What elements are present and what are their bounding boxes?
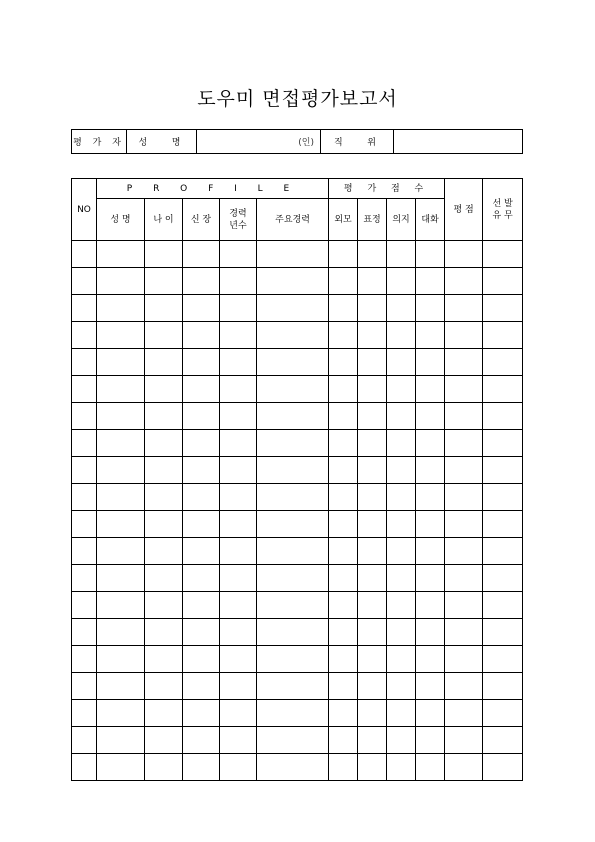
career-years-cell[interactable] <box>220 457 257 484</box>
main-career-header: 주요경력 <box>257 199 329 241</box>
total-cell[interactable] <box>445 295 483 322</box>
conversation-cell[interactable] <box>416 457 445 484</box>
appearance-cell[interactable] <box>329 700 358 727</box>
expression-cell[interactable] <box>358 754 387 781</box>
main-career-cell[interactable] <box>257 727 329 754</box>
total-cell[interactable] <box>445 727 483 754</box>
conversation-cell[interactable] <box>416 538 445 565</box>
career-years-cell[interactable] <box>220 646 257 673</box>
appearance-cell[interactable] <box>329 376 358 403</box>
height-cell[interactable] <box>183 538 220 565</box>
appearance-cell[interactable] <box>329 511 358 538</box>
total-cell[interactable] <box>445 538 483 565</box>
select-cell[interactable] <box>483 727 523 754</box>
age-cell[interactable] <box>145 619 183 646</box>
select-cell[interactable] <box>483 484 523 511</box>
height-cell[interactable] <box>183 700 220 727</box>
no-cell[interactable] <box>72 592 97 619</box>
name-cell[interactable] <box>97 538 145 565</box>
height-cell[interactable] <box>183 592 220 619</box>
age-cell[interactable] <box>145 376 183 403</box>
conversation-cell[interactable] <box>416 268 445 295</box>
no-cell[interactable] <box>72 565 97 592</box>
height-cell[interactable] <box>183 322 220 349</box>
name-cell[interactable] <box>97 241 145 268</box>
total-cell[interactable] <box>445 349 483 376</box>
conversation-cell[interactable] <box>416 403 445 430</box>
will-cell[interactable] <box>387 646 416 673</box>
career-years-cell[interactable] <box>220 754 257 781</box>
main-career-cell[interactable] <box>257 430 329 457</box>
no-cell[interactable] <box>72 646 97 673</box>
conversation-cell[interactable] <box>416 592 445 619</box>
name-cell[interactable] <box>97 673 145 700</box>
height-cell[interactable] <box>183 268 220 295</box>
table-row <box>72 592 523 619</box>
expression-cell[interactable] <box>358 538 387 565</box>
age-cell[interactable] <box>145 565 183 592</box>
total-cell[interactable] <box>445 565 483 592</box>
appearance-cell[interactable] <box>329 646 358 673</box>
will-cell[interactable] <box>387 700 416 727</box>
name-cell[interactable] <box>97 727 145 754</box>
main-career-cell[interactable] <box>257 754 329 781</box>
conversation-header: 대화 <box>416 199 445 241</box>
name-cell[interactable] <box>97 457 145 484</box>
no-cell[interactable] <box>72 538 97 565</box>
main-career-cell[interactable] <box>257 646 329 673</box>
table-row <box>72 295 523 322</box>
age-cell[interactable] <box>145 457 183 484</box>
age-cell[interactable] <box>145 754 183 781</box>
table-row <box>72 376 523 403</box>
select-cell[interactable] <box>483 619 523 646</box>
name-cell[interactable] <box>97 619 145 646</box>
table-row <box>72 430 523 457</box>
expression-cell[interactable] <box>358 457 387 484</box>
expression-cell[interactable] <box>358 511 387 538</box>
select-cell[interactable] <box>483 538 523 565</box>
table-row <box>72 727 523 754</box>
height-header: 신 장 <box>183 199 220 241</box>
total-cell[interactable] <box>445 673 483 700</box>
will-cell[interactable] <box>387 430 416 457</box>
select-cell[interactable] <box>483 430 523 457</box>
conversation-cell[interactable] <box>416 511 445 538</box>
no-cell[interactable] <box>72 700 97 727</box>
main-career-cell[interactable] <box>257 403 329 430</box>
career-years-line1: 경력 <box>229 208 247 219</box>
will-cell[interactable] <box>387 241 416 268</box>
total-cell[interactable] <box>445 754 483 781</box>
career-years-cell[interactable] <box>220 727 257 754</box>
name-cell[interactable] <box>97 511 145 538</box>
age-cell[interactable] <box>145 700 183 727</box>
total-cell[interactable] <box>445 268 483 295</box>
name-cell[interactable] <box>97 376 145 403</box>
name-cell[interactable] <box>97 403 145 430</box>
total-cell[interactable] <box>445 403 483 430</box>
total-cell[interactable] <box>445 511 483 538</box>
table-row <box>72 673 523 700</box>
select-cell[interactable] <box>483 403 523 430</box>
no-cell[interactable] <box>72 430 97 457</box>
total-cell[interactable] <box>445 241 483 268</box>
table-body <box>72 241 523 781</box>
table-row <box>72 403 523 430</box>
will-cell[interactable] <box>387 403 416 430</box>
table-row <box>72 457 523 484</box>
select-cell[interactable] <box>483 646 523 673</box>
conversation-cell[interactable] <box>416 484 445 511</box>
will-cell[interactable] <box>387 511 416 538</box>
will-cell[interactable] <box>387 592 416 619</box>
expression-cell[interactable] <box>358 727 387 754</box>
select-cell[interactable] <box>483 295 523 322</box>
name-cell[interactable] <box>97 295 145 322</box>
conversation-cell[interactable] <box>416 295 445 322</box>
appearance-cell[interactable] <box>329 457 358 484</box>
select-cell[interactable] <box>483 673 523 700</box>
will-cell[interactable] <box>387 322 416 349</box>
career-years-cell[interactable] <box>220 430 257 457</box>
table-row <box>72 322 523 349</box>
select-header-line2: 유 무 <box>492 210 513 221</box>
career-years-cell[interactable] <box>220 376 257 403</box>
appearance-cell[interactable] <box>329 565 358 592</box>
no-cell[interactable] <box>72 673 97 700</box>
career-years-cell[interactable] <box>220 322 257 349</box>
table-row <box>72 565 523 592</box>
appearance-cell[interactable] <box>329 268 358 295</box>
no-cell[interactable] <box>72 403 97 430</box>
name-cell[interactable] <box>97 322 145 349</box>
expression-header: 표정 <box>358 199 387 241</box>
select-cell[interactable] <box>483 700 523 727</box>
name-cell[interactable] <box>97 484 145 511</box>
height-cell[interactable] <box>183 349 220 376</box>
no-cell[interactable] <box>72 619 97 646</box>
expression-cell[interactable] <box>358 295 387 322</box>
select-cell[interactable] <box>483 349 523 376</box>
table-row <box>72 484 523 511</box>
profile-header: P R O F I L E <box>97 179 329 199</box>
conversation-cell[interactable] <box>416 349 445 376</box>
height-cell[interactable] <box>183 457 220 484</box>
height-cell[interactable] <box>183 619 220 646</box>
height-cell[interactable] <box>183 673 220 700</box>
name-cell[interactable] <box>97 565 145 592</box>
will-cell[interactable] <box>387 376 416 403</box>
conversation-cell[interactable] <box>416 322 445 349</box>
no-cell[interactable] <box>72 754 97 781</box>
main-career-cell[interactable] <box>257 241 329 268</box>
age-cell[interactable] <box>145 592 183 619</box>
career-years-cell[interactable] <box>220 295 257 322</box>
seal-field[interactable] <box>197 130 321 154</box>
select-cell[interactable] <box>483 457 523 484</box>
will-cell[interactable] <box>387 268 416 295</box>
expression-cell[interactable] <box>358 403 387 430</box>
conversation-cell[interactable] <box>416 565 445 592</box>
main-career-cell[interactable] <box>257 322 329 349</box>
will-header: 의지 <box>387 199 416 241</box>
select-cell[interactable] <box>483 511 523 538</box>
appearance-cell[interactable] <box>329 619 358 646</box>
total-cell[interactable] <box>445 322 483 349</box>
name-cell[interactable] <box>97 754 145 781</box>
career-years-cell[interactable] <box>220 403 257 430</box>
appearance-cell[interactable] <box>329 592 358 619</box>
career-years-cell[interactable] <box>220 700 257 727</box>
select-cell[interactable] <box>483 268 523 295</box>
select-header-line1: 선 발 <box>492 198 513 209</box>
total-header: 평 점 <box>445 179 483 241</box>
appearance-cell[interactable] <box>329 295 358 322</box>
will-cell[interactable] <box>387 295 416 322</box>
conversation-cell[interactable] <box>416 241 445 268</box>
seal-mark: (인) <box>298 138 314 148</box>
no-cell[interactable] <box>72 349 97 376</box>
table-row <box>72 268 523 295</box>
age-cell[interactable] <box>145 295 183 322</box>
expression-cell[interactable] <box>358 376 387 403</box>
career-years-line2: 년수 <box>229 220 247 231</box>
position-label: 직 위 <box>321 130 394 154</box>
age-cell[interactable] <box>145 538 183 565</box>
main-career-cell[interactable] <box>257 700 329 727</box>
no-cell[interactable] <box>72 322 97 349</box>
no-cell[interactable] <box>72 295 97 322</box>
height-cell[interactable] <box>183 646 220 673</box>
score-group-header: 평 가 점 수 <box>329 179 445 199</box>
conversation-cell[interactable] <box>416 646 445 673</box>
name-cell[interactable] <box>97 268 145 295</box>
will-cell[interactable] <box>387 538 416 565</box>
age-cell[interactable] <box>145 673 183 700</box>
expression-cell[interactable] <box>358 349 387 376</box>
table-row <box>72 349 523 376</box>
conversation-cell[interactable] <box>416 673 445 700</box>
career-years-header <box>220 199 257 241</box>
main-career-cell[interactable] <box>257 484 329 511</box>
main-career-cell[interactable] <box>257 673 329 700</box>
will-cell[interactable] <box>387 349 416 376</box>
expression-cell[interactable] <box>358 565 387 592</box>
height-cell[interactable] <box>183 376 220 403</box>
height-cell[interactable] <box>183 511 220 538</box>
main-career-cell[interactable] <box>257 565 329 592</box>
age-cell[interactable] <box>145 403 183 430</box>
appearance-cell[interactable] <box>329 241 358 268</box>
expression-cell[interactable] <box>358 268 387 295</box>
career-years-cell[interactable] <box>220 241 257 268</box>
main-career-cell[interactable] <box>257 295 329 322</box>
name-header: 성 명 <box>97 199 145 241</box>
will-cell[interactable] <box>387 673 416 700</box>
appearance-cell[interactable] <box>329 727 358 754</box>
total-cell[interactable] <box>445 376 483 403</box>
select-cell[interactable] <box>483 322 523 349</box>
total-cell[interactable] <box>445 484 483 511</box>
total-cell[interactable] <box>445 592 483 619</box>
main-career-cell[interactable] <box>257 538 329 565</box>
career-years-cell[interactable] <box>220 349 257 376</box>
main-career-cell[interactable] <box>257 619 329 646</box>
total-cell[interactable] <box>445 619 483 646</box>
total-cell[interactable] <box>445 430 483 457</box>
conversation-cell[interactable] <box>416 754 445 781</box>
will-cell[interactable] <box>387 727 416 754</box>
evaluator-label: 평 가 자 <box>72 130 127 154</box>
expression-cell[interactable] <box>358 700 387 727</box>
age-cell[interactable] <box>145 646 183 673</box>
height-cell[interactable] <box>183 430 220 457</box>
height-cell[interactable] <box>183 565 220 592</box>
age-cell[interactable] <box>145 727 183 754</box>
no-cell[interactable] <box>72 727 97 754</box>
height-cell[interactable] <box>183 727 220 754</box>
main-career-cell[interactable] <box>257 592 329 619</box>
age-cell[interactable] <box>145 241 183 268</box>
height-cell[interactable] <box>183 295 220 322</box>
expression-cell[interactable] <box>358 484 387 511</box>
total-cell[interactable] <box>445 700 483 727</box>
table-row <box>72 646 523 673</box>
career-years-cell[interactable] <box>220 268 257 295</box>
height-cell[interactable] <box>183 754 220 781</box>
height-cell[interactable] <box>183 241 220 268</box>
position-field[interactable] <box>394 130 523 154</box>
select-header <box>483 179 523 241</box>
expression-cell[interactable] <box>358 322 387 349</box>
expression-cell[interactable] <box>358 673 387 700</box>
career-years-cell[interactable] <box>220 484 257 511</box>
table-row <box>72 619 523 646</box>
age-cell[interactable] <box>145 322 183 349</box>
table-row <box>72 754 523 781</box>
age-cell[interactable] <box>145 484 183 511</box>
appearance-cell[interactable] <box>329 754 358 781</box>
appearance-header: 외모 <box>329 199 358 241</box>
expression-cell[interactable] <box>358 430 387 457</box>
expression-cell[interactable] <box>358 646 387 673</box>
will-cell[interactable] <box>387 484 416 511</box>
name-cell[interactable] <box>97 349 145 376</box>
height-cell[interactable] <box>183 484 220 511</box>
career-years-cell[interactable] <box>220 538 257 565</box>
page-title: 도우미 면접평가보고서 <box>197 88 398 110</box>
name-cell[interactable] <box>97 430 145 457</box>
appearance-cell[interactable] <box>329 430 358 457</box>
expression-cell[interactable] <box>358 592 387 619</box>
no-cell[interactable] <box>72 241 97 268</box>
main-career-cell[interactable] <box>257 349 329 376</box>
career-years-cell[interactable] <box>220 565 257 592</box>
appearance-cell[interactable] <box>329 538 358 565</box>
table-row <box>72 538 523 565</box>
appearance-cell[interactable] <box>329 673 358 700</box>
appearance-cell[interactable] <box>329 349 358 376</box>
appearance-cell[interactable] <box>329 484 358 511</box>
name-cell[interactable] <box>97 700 145 727</box>
main-career-cell[interactable] <box>257 376 329 403</box>
table-row <box>72 511 523 538</box>
conversation-cell[interactable] <box>416 727 445 754</box>
name-cell[interactable] <box>97 592 145 619</box>
no-cell[interactable] <box>72 376 97 403</box>
age-cell[interactable] <box>145 511 183 538</box>
table-row <box>72 241 523 268</box>
interview-table <box>71 178 523 781</box>
no-cell[interactable] <box>72 484 97 511</box>
expression-cell[interactable] <box>358 619 387 646</box>
select-cell[interactable] <box>483 376 523 403</box>
age-cell[interactable] <box>145 349 183 376</box>
total-cell[interactable] <box>445 457 483 484</box>
age-cell[interactable] <box>145 430 183 457</box>
career-years-cell[interactable] <box>220 673 257 700</box>
career-years-cell[interactable] <box>220 511 257 538</box>
conversation-cell[interactable] <box>416 430 445 457</box>
no-cell[interactable] <box>72 268 97 295</box>
main-career-cell[interactable] <box>257 511 329 538</box>
select-cell[interactable] <box>483 241 523 268</box>
career-years-cell[interactable] <box>220 619 257 646</box>
age-header: 나 이 <box>145 199 183 241</box>
career-years-cell[interactable] <box>220 592 257 619</box>
appearance-cell[interactable] <box>329 403 358 430</box>
expression-cell[interactable] <box>358 241 387 268</box>
will-cell[interactable] <box>387 619 416 646</box>
no-cell[interactable] <box>72 457 97 484</box>
select-cell[interactable] <box>483 565 523 592</box>
conversation-cell[interactable] <box>416 700 445 727</box>
height-cell[interactable] <box>183 403 220 430</box>
main-career-cell[interactable] <box>257 268 329 295</box>
name-cell[interactable] <box>97 646 145 673</box>
no-header: NO <box>72 179 97 241</box>
will-cell[interactable] <box>387 457 416 484</box>
select-cell[interactable] <box>483 754 523 781</box>
main-career-cell[interactable] <box>257 457 329 484</box>
table-row <box>72 700 523 727</box>
total-cell[interactable] <box>445 646 483 673</box>
age-cell[interactable] <box>145 268 183 295</box>
will-cell[interactable] <box>387 565 416 592</box>
name-label: 성 명 <box>127 130 197 154</box>
will-cell[interactable] <box>387 754 416 781</box>
select-cell[interactable] <box>483 592 523 619</box>
no-cell[interactable] <box>72 511 97 538</box>
appearance-cell[interactable] <box>329 322 358 349</box>
conversation-cell[interactable] <box>416 376 445 403</box>
evaluator-table <box>71 129 523 154</box>
conversation-cell[interactable] <box>416 619 445 646</box>
